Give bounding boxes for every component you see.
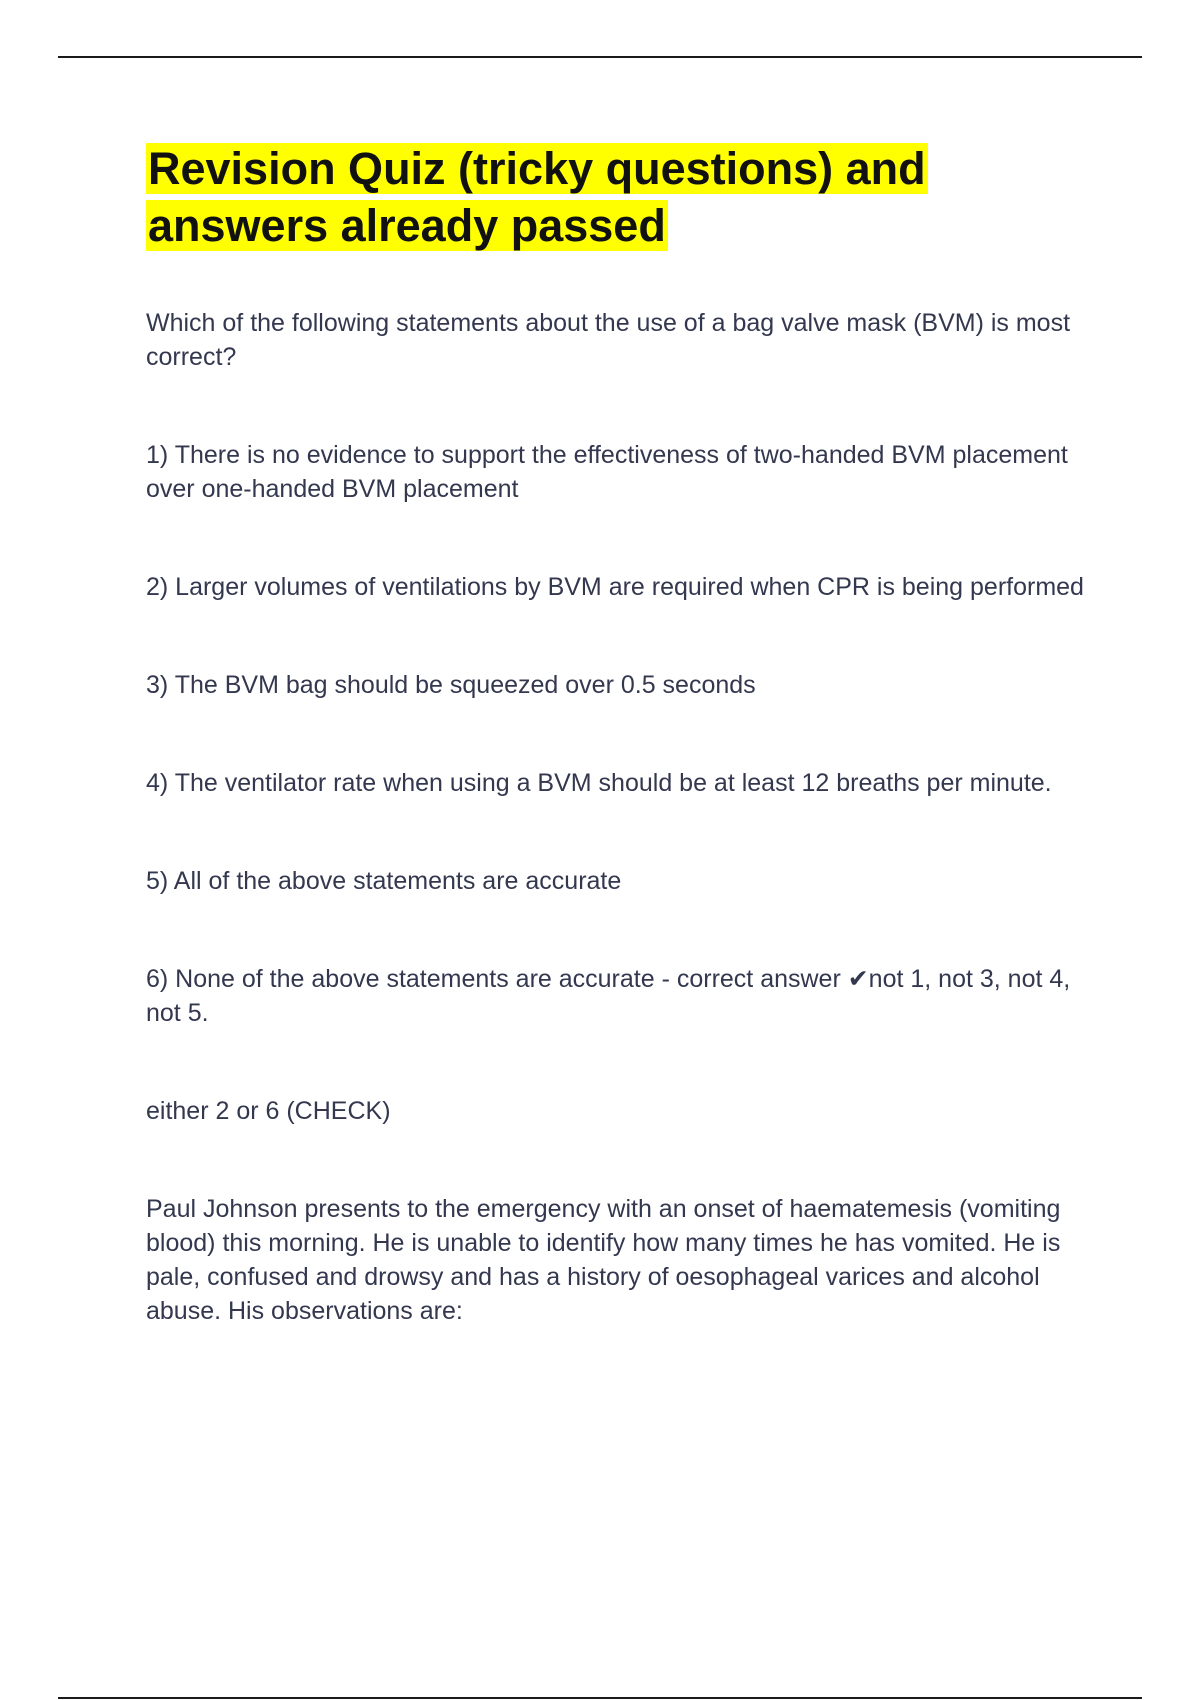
question-1-option-6: 6) None of the above statements are accurate - correct answer ✔not 1, not 3, not 4, not 5. [146,965,1071,1027]
title-highlight: Revision Quiz (tricky questions) and answers already passed [148,143,926,251]
question-1-option-1: 1) There is no evidence to support the effectiveness of two-handed BVM placement over one-handed BVM placement [146,441,1068,503]
question-1-note: either 2 or 6 (CHECK) [146,1097,391,1125]
question-1-option-2: 2) Larger volumes of ventilations by BVM are required when CPR is being performed [146,573,1084,601]
header-rule [58,56,1142,58]
document-body [146,140,1096,1328]
question-1-option-3: 3) The BVM bag should be squeezed over 0.5 seconds [146,671,756,699]
question-1-option-5: 5) All of the above statements are accurate [146,867,622,895]
footer-rule [58,1697,1142,1699]
question-1-option-4: 4) The ventilator rate when using a BVM should be at least 12 breaths per minute. [146,769,1052,797]
question-2-text: Paul Johnson presents to the emergency with an onset of haematemesis (vomiting blood) this morning. He is unable to identify how many times he has vomited. He is pale, confused and drowsy and has a history of oesophageal varices and alcohol abuse. His observations are: [146,1195,1061,1325]
document-title [146,140,1046,254]
question-1-text: Which of the following statements about the use of a bag valve mask (BVM) is most correct? [146,309,1071,371]
